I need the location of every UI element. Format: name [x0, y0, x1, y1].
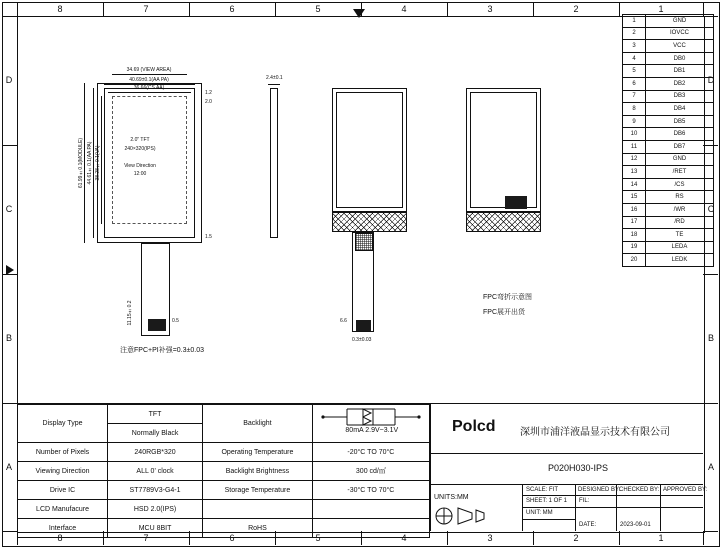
- spec-value-viewing: ALL 0' clock: [108, 462, 203, 481]
- pin-number: 17: [623, 216, 646, 229]
- pin-name: LEDA: [646, 241, 714, 254]
- dim-vline-aa-pa: [93, 88, 94, 238]
- flat-view-panel-inner: [470, 92, 537, 208]
- pin-number: 6: [623, 77, 646, 90]
- zone-label-right-D: D: [707, 75, 715, 85]
- pin-row: [623, 77, 714, 90]
- zone-label-bottom-5: 5: [315, 533, 321, 543]
- pin-number: 4: [623, 52, 646, 65]
- fil-label: FIL:: [579, 498, 590, 504]
- pin-row: [623, 52, 714, 65]
- pin-number: 5: [623, 65, 646, 78]
- screen-label-resolution: 240×320(IPS): [124, 146, 156, 152]
- zone-label-right-B: B: [707, 333, 715, 343]
- pin-row: [623, 115, 714, 128]
- spec-row-lcdman: [18, 500, 430, 519]
- flat-view-ic-block: [505, 196, 527, 209]
- spec-value-interface: MCU 8BIT: [108, 519, 203, 538]
- zone-label-bottom-4: 4: [401, 533, 407, 543]
- zone-label-bottom-6: 6: [229, 533, 235, 543]
- pin-row: [623, 140, 714, 153]
- dim-label-right-1: 1.2: [205, 90, 212, 96]
- spec-label-display-type: Display Type: [18, 405, 108, 443]
- pin-name: /CS: [646, 178, 714, 191]
- spec-row-pixels: [18, 443, 430, 462]
- bent-view-dim-bottom: 0.3±0.03: [352, 337, 372, 343]
- pin-assignment-table: [622, 14, 714, 267]
- spec-label-backlight-brightness: Backlight Brightness: [203, 462, 313, 481]
- spec-label-viewing: Viewing Direction: [18, 462, 108, 481]
- pin-row: [623, 40, 714, 53]
- dim-vline-va: [101, 96, 102, 224]
- approved-by-label: APPROVED BY:: [663, 487, 708, 493]
- dim-line-view-area: [112, 74, 187, 75]
- pin-row: [623, 65, 714, 78]
- dim-label-right-3: 1.5: [205, 234, 212, 240]
- spec-label-lcdman: LCD Manufacure: [18, 500, 108, 519]
- bend-note-2: FPC展开出货: [483, 309, 525, 316]
- spec-label-pixels: Number of Pixels: [18, 443, 108, 462]
- pin-number: 10: [623, 128, 646, 141]
- scale-label: SCALE: FIT: [526, 487, 559, 493]
- zone-label-left-A: A: [5, 462, 13, 472]
- pin-row: [623, 216, 714, 229]
- spec-value-pixels: 240RGB*320: [108, 443, 203, 462]
- spec-label-backlight: Backlight: [203, 405, 313, 443]
- spec-value-driveic: ST7789V3-G4-1: [108, 481, 203, 500]
- pin-name: DB2: [646, 77, 714, 90]
- pin-name: DB5: [646, 115, 714, 128]
- checked-by-label: CHECKED BY:: [619, 487, 660, 493]
- spec-value-display-type-1: TFT: [108, 405, 203, 424]
- dim-label-va-height: 38.28±0.1(VA): [95, 145, 101, 181]
- zone-label-right-C: C: [707, 204, 715, 214]
- spec-label-driveic: Drive IC: [18, 481, 108, 500]
- fpc-contact-pads: [148, 319, 166, 331]
- bent-view-panel-inner: [336, 92, 403, 208]
- spec-label-storage-temp: Storage Temperature: [203, 481, 313, 500]
- side-view-thickness-label: 2.4±0.1: [266, 75, 283, 81]
- pin-name: GND: [646, 153, 714, 166]
- spec-row-viewing: [18, 462, 430, 481]
- pin-name: GND: [646, 15, 714, 28]
- pin-number: 9: [623, 115, 646, 128]
- bent-view-dim-left: 6.6: [340, 318, 347, 324]
- dim-label-aa-pa: 40.69±0.1(AA PA): [129, 77, 169, 83]
- units-label: UNITS:MM: [434, 494, 469, 501]
- spec-row-display-type: [18, 405, 430, 424]
- dim-label-fpc-length: 11.15±0.2: [127, 300, 133, 326]
- bent-view-pads: [356, 320, 371, 331]
- bent-view-connector-grid: [355, 233, 373, 251]
- zone-label-top-5: 5: [315, 4, 321, 14]
- designed-by-label-main: DESIGNED BY:: [578, 487, 621, 493]
- pin-name: VCC: [646, 40, 714, 53]
- spec-value-storage-temp: -30°C TO 70°C: [312, 481, 429, 500]
- zone-label-top-7: 7: [143, 4, 149, 14]
- pin-row: [623, 103, 714, 116]
- company-brand: Polcd: [452, 418, 496, 435]
- pin-number: 12: [623, 153, 646, 166]
- zone-label-top-8: 8: [57, 4, 63, 14]
- pin-name: /RD: [646, 216, 714, 229]
- dim-label-cs-aa: 36.66(CS AA): [133, 85, 165, 91]
- spec-value-op-temp: -20°C TO 70°C: [312, 443, 429, 462]
- dim-label-view-area: 34.69 (VIEW AREA): [126, 67, 172, 73]
- pin-name: RS: [646, 191, 714, 204]
- zone-label-left-C: C: [5, 204, 13, 214]
- pin-number: 3: [623, 40, 646, 53]
- spec-value-backlight-text: 80mA 2.9V~3.1V: [345, 426, 399, 434]
- unit-label: UNIT: MM: [526, 510, 553, 516]
- pin-name: DB1: [646, 65, 714, 78]
- pin-number: 15: [623, 191, 646, 204]
- pin-row: [623, 254, 714, 267]
- dim-label-fpc-pad: 0.5: [172, 318, 179, 324]
- zone-label-top-3: 3: [487, 4, 493, 14]
- pin-row: [623, 166, 714, 179]
- specification-table: [17, 404, 430, 538]
- pin-row: [623, 128, 714, 141]
- pin-number: 13: [623, 166, 646, 179]
- date-value: 2023-09-01: [620, 522, 651, 528]
- pin-number: 2: [623, 27, 646, 40]
- zone-label-bottom-2: 2: [573, 533, 579, 543]
- spec-value-display-type-2: Normally Black: [108, 424, 203, 443]
- bent-view-fpc-hatch: [332, 212, 407, 232]
- zone-label-top-1: 1: [658, 4, 664, 14]
- pin-number: 8: [623, 103, 646, 116]
- pin-number: 18: [623, 229, 646, 242]
- spec-value-backlight-brightness: 300 cd/㎡: [312, 462, 429, 481]
- zone-label-left-D: D: [5, 75, 13, 85]
- spec-value-lcdman: HSD 2.0(IPS): [108, 500, 203, 519]
- projection-symbol-icon: [432, 505, 488, 527]
- zone-label-right-A: A: [707, 462, 715, 472]
- screen-label-oclock: 12:00: [133, 171, 147, 177]
- bend-note-1: FPC弯折示意图: [483, 294, 532, 301]
- flat-view-fpc-hatch: [466, 212, 541, 232]
- spec-label-op-temp: Operating Temperature: [203, 443, 313, 462]
- spec-label-rohs: RoHS: [203, 519, 313, 538]
- pin-row: [623, 229, 714, 242]
- date-label: DATE:: [579, 522, 597, 528]
- company-name-cn: 深圳市浦洋液晶显示技术有限公司: [520, 427, 670, 438]
- screen-label-size: 2.0" TFT: [130, 137, 150, 143]
- dim-label-right-2: 2.0: [205, 99, 212, 105]
- zone-label-bottom-7: 7: [143, 533, 149, 543]
- center-marker-top-icon: [353, 9, 365, 18]
- zone-label-top-4: 4: [401, 4, 407, 14]
- zone-label-bottom-8: 8: [57, 533, 63, 543]
- pin-name: TE: [646, 229, 714, 242]
- pin-name: DB4: [646, 103, 714, 116]
- dim-label-aa-pa-height: 44.61±0.1(AA PA): [87, 141, 93, 185]
- zone-label-left-B: B: [5, 333, 13, 343]
- pin-name: DB7: [646, 140, 714, 153]
- spec-row-driveic: [18, 481, 430, 500]
- side-view-outline: [270, 88, 278, 238]
- pin-row: [623, 15, 714, 28]
- zone-label-bottom-1: 1: [658, 533, 664, 543]
- model-number: P020H030-IPS: [548, 463, 609, 473]
- pin-name: IOVCC: [646, 27, 714, 40]
- pin-name: DB0: [646, 52, 714, 65]
- sheet-label: SHEET: 1 OF 1: [526, 498, 568, 504]
- dim-line-cs-aa: [108, 92, 191, 93]
- active-area-outline: [112, 96, 187, 224]
- center-marker-left-icon: [6, 265, 14, 275]
- pin-name: DB6: [646, 128, 714, 141]
- fpc-pi-note: 注意FPC+PI补强=0.3±0.03: [120, 347, 204, 354]
- pin-number: 14: [623, 178, 646, 191]
- zone-label-top-6: 6: [229, 4, 235, 14]
- pin-row: [623, 203, 714, 216]
- spec-blank-1: [203, 500, 313, 519]
- spec-blank-3: [312, 519, 429, 538]
- pin-row: [623, 178, 714, 191]
- pin-name: DB3: [646, 90, 714, 103]
- pin-number: 16: [623, 203, 646, 216]
- pin-row: [623, 241, 714, 254]
- spec-blank-2: [312, 500, 429, 519]
- zone-label-top-2: 2: [573, 4, 579, 14]
- pin-row: [623, 27, 714, 40]
- pin-name: /WR: [646, 203, 714, 216]
- pin-number: 11: [623, 140, 646, 153]
- led-circuit-icon: [317, 406, 427, 428]
- side-view-dim-line: [268, 84, 280, 85]
- pin-number: 1: [623, 15, 646, 28]
- spec-label-interface: Interface: [18, 519, 108, 538]
- pin-row: [623, 90, 714, 103]
- dim-label-module-height: 61.99±0.1(MODULE): [78, 137, 84, 189]
- pin-row: [623, 191, 714, 204]
- dim-vline-module: [84, 83, 85, 243]
- spec-row-interface: [18, 519, 430, 538]
- pin-row: [623, 153, 714, 166]
- pin-number: 7: [623, 90, 646, 103]
- pin-number: 20: [623, 254, 646, 267]
- zone-label-bottom-3: 3: [487, 533, 493, 543]
- spec-value-backlight-current: [312, 405, 429, 443]
- pin-name: LEDK: [646, 254, 714, 267]
- pin-name: /RET: [646, 166, 714, 179]
- screen-label-viewdir: View Direction: [124, 163, 156, 169]
- pin-number: 19: [623, 241, 646, 254]
